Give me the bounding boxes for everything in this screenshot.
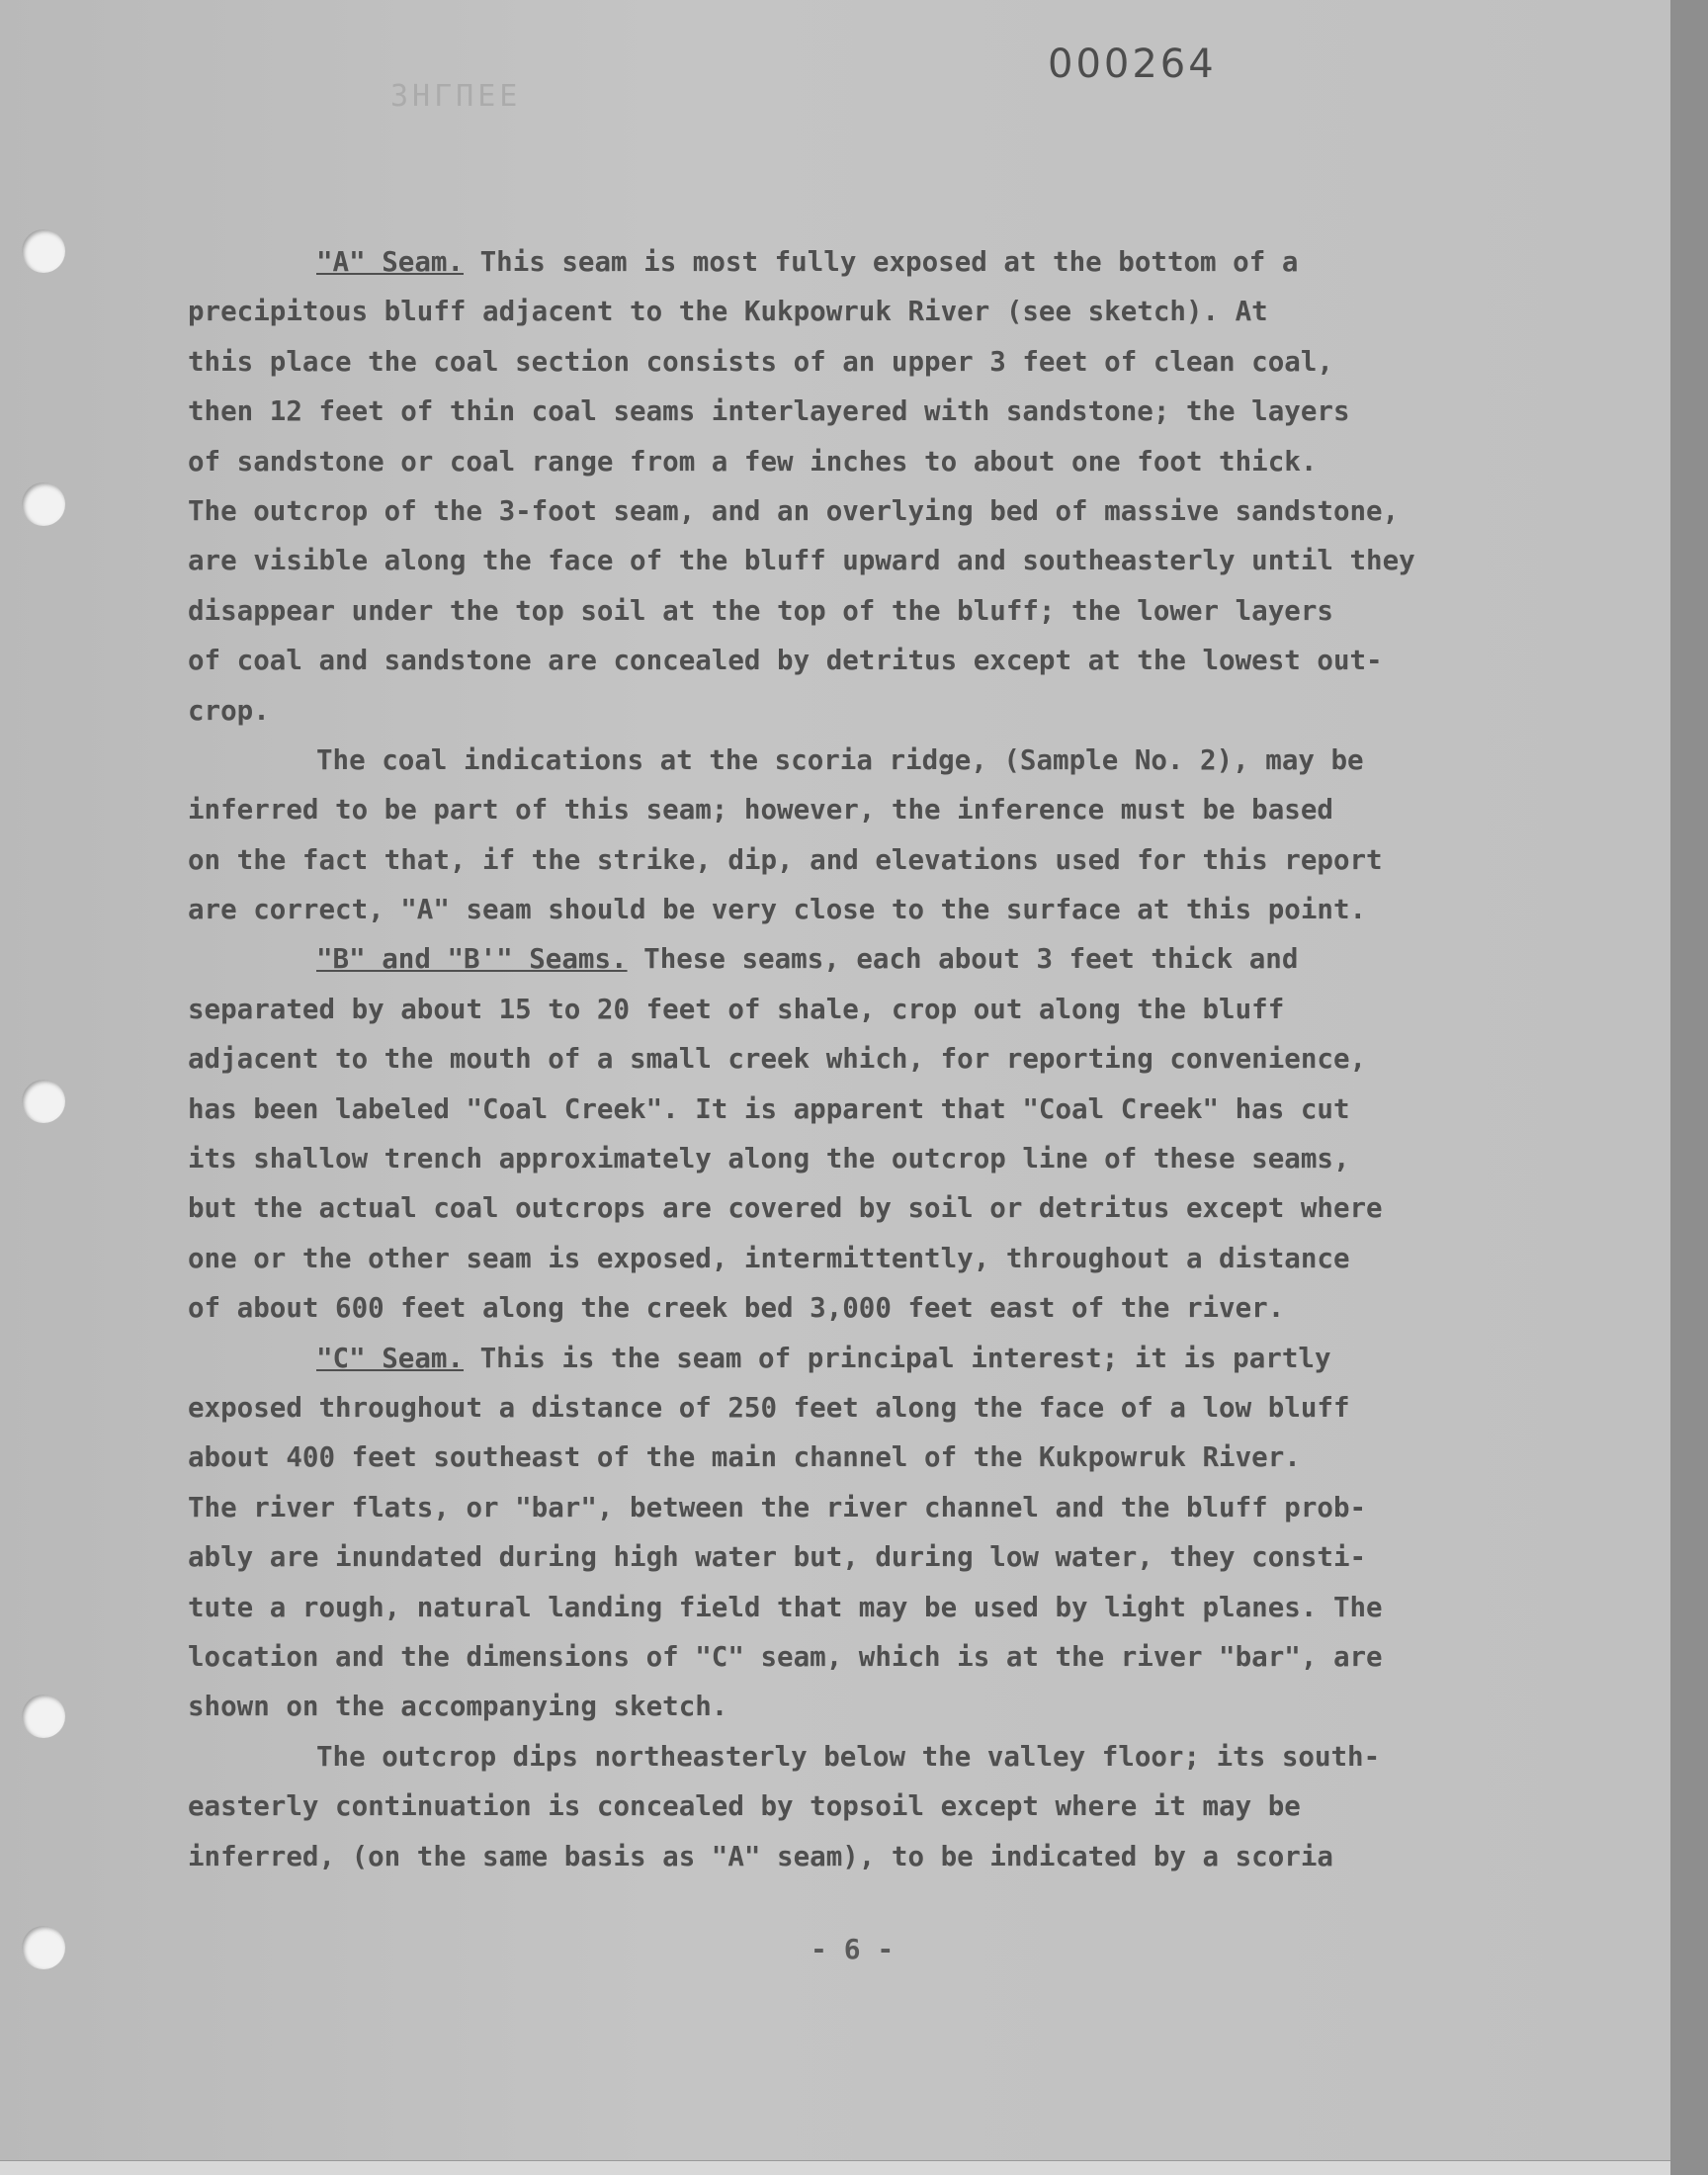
punch-hole [22,229,65,273]
text-line: of coal and sandstone are concealed by detritus except at the lowest out- [188,645,1383,677]
text-line: inferred to be part of this seam; however, the inference must be based [188,794,1333,826]
page-number: - 6 - [811,1933,895,1965]
text-line: This is the seam of principal interest; it is partly [479,1342,1331,1374]
text-line: disappear under the top soil at the top of the bluff; the lower layers [188,594,1333,627]
text-line: adjacent to the mouth of a small creek which, for reporting convenience, [188,1043,1367,1076]
punch-hole [22,482,65,526]
paragraph-first-line [188,934,1552,984]
text-line: on the fact that, if the strike, dip, and elevations used for this report [188,843,1383,876]
text-line: inferred, (on the same basis as "A" seam), to be indicated by a scoria [188,1840,1333,1872]
text-line: ably are inundated during high water but, during low water, they consti- [188,1541,1367,1574]
text-line: this place the coal section consists of an upper 3 feet of clean coal, [188,345,1333,378]
paragraph-first-line [188,237,1552,287]
document-number: 000264 [1048,42,1217,87]
text-line: separated by about 15 to 20 feet of shale, crop out along the bluff [188,993,1285,1025]
bottom-edge [0,2160,1670,2175]
text-line: This seam is most fully exposed at the bottom of a [479,246,1299,278]
text-line: The river flats, or "bar", between the river channel and the bluff prob- [188,1491,1367,1523]
section-heading-a-seam: "A" Seam. [316,246,465,278]
text-line: one or the other seam is exposed, intermittently, throughout a distance [188,1242,1350,1274]
text-line: The coal indications at the scoria ridge, (Sample No. 2), may be [316,743,1364,776]
text-line: its shallow trench approximately along the outcrop line of these seams, [188,1143,1350,1175]
text-line: These seams, each about 3 feet thick and [643,943,1299,976]
punch-hole [22,1926,65,1969]
body-text [188,237,1552,1881]
text-line: of about 600 feet along the creek bed 3,000 feet east of the river. [188,1292,1285,1325]
scan-edge [1670,0,1708,2175]
text-line: tute a rough, natural landing field that may be used by light planes. The [188,1591,1383,1623]
section-heading-b-seams: "B" and "B'" Seams. [316,943,628,976]
section-heading-c-seam: "C" Seam. [316,1342,465,1374]
text-line: but the actual coal outcrops are covered by soil or detritus except where [188,1192,1383,1225]
text-line: The outcrop dips northeasterly below the valley floor; its south- [316,1740,1381,1773]
text-line: exposed throughout a distance of 250 feet along the face of a low bluff [188,1391,1350,1424]
text-line: shown on the accompanying sketch. [188,1691,728,1723]
paragraph-first-line [188,1334,1552,1383]
text-line: The outcrop of the 3-foot seam, and an overlying bed of massive sandstone, [188,494,1400,527]
text-line: are visible along the face of the bluff upward and southeasterly until they [188,545,1415,577]
text-line: are correct, "A" seam should be very close to the surface at this point. [188,894,1367,926]
text-line: crop. [188,694,270,727]
text-line: about 400 feet southeast of the main channel of the Kukpowruk River. [188,1441,1301,1474]
text-line: then 12 feet of thin coal seams interlayered with sandstone; the layers [188,395,1350,428]
faint-bleed-through-mark: ЗНГПЕЕ [390,79,522,114]
punch-hole [22,1080,65,1123]
punch-hole [22,1695,65,1738]
text-line: easterly continuation is concealed by topsoil except where it may be [188,1790,1301,1823]
text-line: has been labeled "Coal Creek". It is apparent that "Coal Creek" has cut [188,1092,1350,1125]
text-line: of sandstone or coal range from a few inches to about one foot thick. [188,445,1318,478]
text-line: precipitous bluff adjacent to the Kukpowruk River (see sketch). At [188,296,1268,328]
text-line: location and the dimensions of "C" seam, which is at the river "bar", are [188,1640,1383,1673]
